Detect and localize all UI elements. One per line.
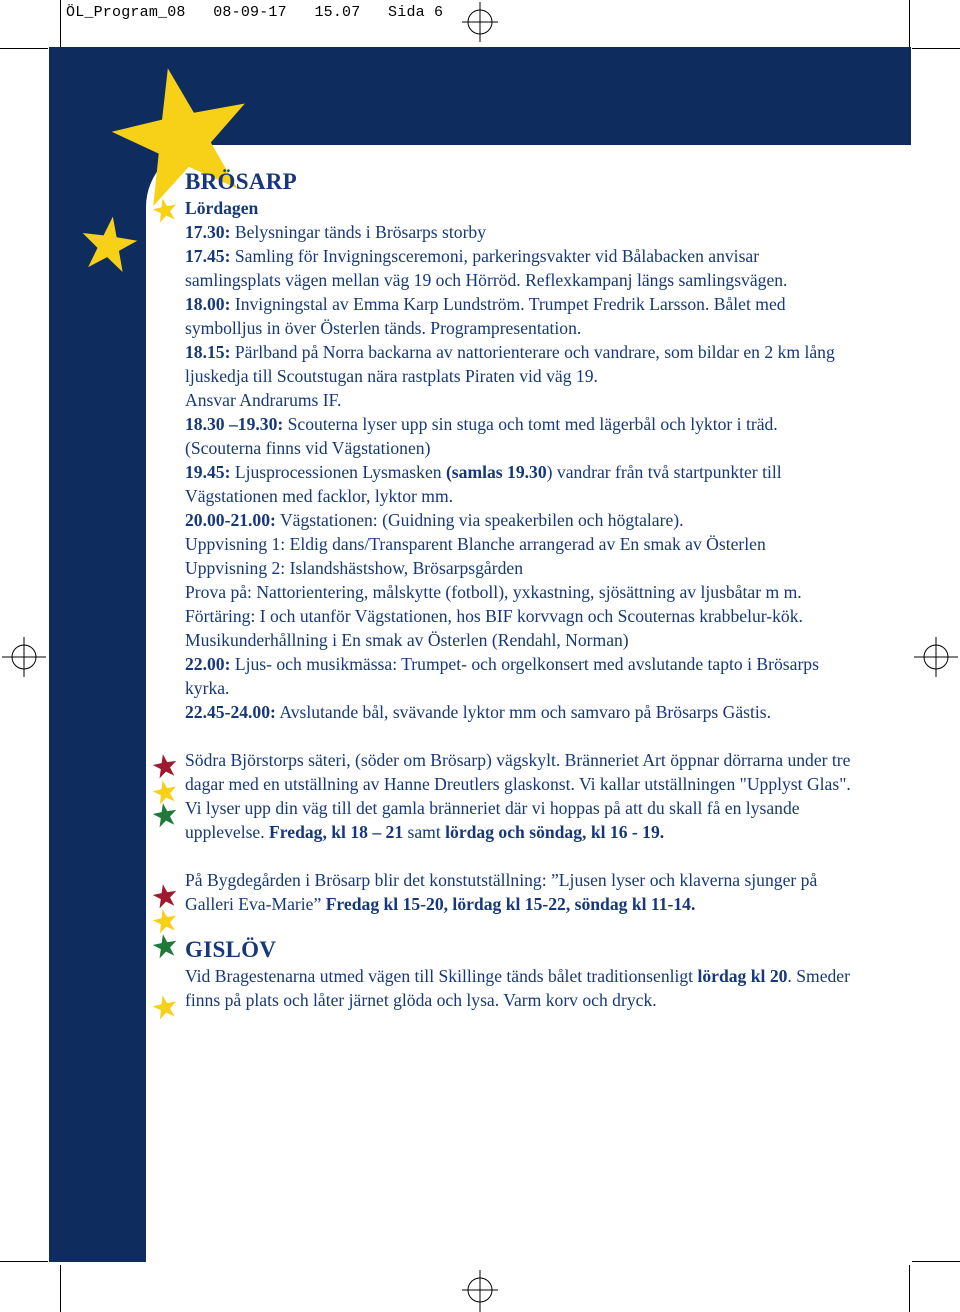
registration-mark-left — [2, 637, 46, 677]
red-star-icon — [152, 883, 178, 909]
program-text — [185, 168, 855, 1012]
registration-mark-bottom — [462, 1270, 498, 1312]
event-bygdegarden: På Bygdegården i Brösarp blir det konstutställning: ”Ljusen lyser och klaverna sjunger på Galleri Eva-Marie” Fredag kl 15-20, lördag kl 15-22, söndag kl 11-14. — [185, 870, 818, 914]
event-gislov: Vid Bragestenarna utmed vägen till Skillinge tänds bålet traditionsenligt lördag kl 20. Smeder finns på plats och låter järnet glöda och lysa. Varm korv och dryck. — [185, 966, 850, 1010]
crop-mark — [912, 1261, 960, 1262]
day-label: Lördagen — [185, 198, 259, 218]
gold-star-icon — [152, 994, 178, 1020]
registration-mark-top — [462, 2, 498, 42]
gold-star-icon — [152, 908, 178, 934]
green-star-icon — [152, 802, 178, 828]
gold-star-icon — [152, 197, 178, 223]
crop-mark — [60, 1265, 61, 1312]
red-star-icon — [152, 753, 178, 779]
program-entry: 20.00-21.00: Vägstationen: (Guidning via speakerbilen och högtalare). — [185, 510, 684, 530]
program-entry: 18.00: Invigningstal av Emma Karp Lundström. Trumpet Fredrik Larsson. Bålet med symbolljus in över Österlen tänds. Programpresentation. — [185, 294, 786, 338]
crop-mark — [912, 48, 960, 49]
program-note: Ansvar Andrarums IF. — [185, 390, 342, 410]
crop-mark — [0, 1261, 48, 1262]
crop-mark — [909, 0, 910, 47]
green-star-icon — [152, 933, 178, 959]
program-note: Uppvisning 2: Islandshästshow, Brösarpsgården — [185, 558, 523, 578]
program-entry: 22.00: Ljus- och musikmässa: Trumpet- och orgelkonsert med avslutande tapto i Brösarps kyrka. — [185, 654, 819, 698]
program-entry: 17.30: Belysningar tänds i Brösarps storby — [185, 222, 487, 242]
small-gold-star-icon — [78, 214, 140, 274]
program-entry: 22.45-24.00: Avslutande bål, svävande lyktor mm och samvaro på Brösarps Gästis. — [185, 702, 772, 722]
section-heading-brosarp: BRÖSARP — [185, 169, 298, 194]
program-note: Förtäring: I och utanför Vägstationen, hos BIF korvvagn och Scouternas krabbelur-kök. Musikunderhållning i En smak av Österlen (Rendahl, Norman) — [185, 606, 803, 650]
program-entry: 18.15: Pärlband på Norra backarna av nattorienterare och vandrare, som bildar en 2 km lång ljuskedja till Scoutstugan nära rastplats Piraten vid väg 19. — [185, 342, 835, 386]
section-heading-gislov: GISLÖV — [185, 937, 277, 962]
program-note: Prova på: Nattorientering, målskytte (fotboll), yxkastning, sjösättning av ljusbåtar m m. — [185, 582, 802, 602]
event-sodra-bjorstorp: Södra Björstorps säteri, (söder om Brösarp) vägskylt. Bränneriet Art öppnar dörrarna under tre dagar med en utställning av Hanne Dreutlers glaskonst. Vi kallar utställningen "Upplyst Glas". Vi lyser upp din väg till det gamla bränneriet där vi hoppas på att du skall få en lysande upplevelse. Fredag, kl 18 – 21 samt lördag och söndag, kl 16 - 19. — [185, 750, 851, 842]
print-slug: ÖL_Program_08 08-09-17 15.07 Sida 6 — [66, 4, 444, 21]
program-entry: 19.45: Ljusprocessionen Lysmasken (samlas 19.30) vandrar från två startpunkter till Vägstationen med facklor, lyktor mm. — [185, 462, 782, 506]
crop-mark — [909, 1265, 910, 1312]
program-entry: 18.30 –19.30: Scouterna lyser upp sin stuga och tomt med lägerbål och lyktor i träd. (Scouterna finns vid Vägstationen) — [185, 414, 778, 458]
crop-mark — [60, 0, 61, 47]
registration-mark-right — [914, 637, 958, 677]
program-entry: 17.45: Samling för Invigningsceremoni, parkeringsvakter vid Bålabacken anvisar samlingsplats vägen mellan väg 19 och Hörröd. Reflexkampanj längs samlingsvägen. — [185, 246, 788, 290]
program-note: Uppvisning 1: Eldig dans/Transparent Blanche arrangerad av En smak av Österlen — [185, 534, 766, 554]
crop-mark — [0, 48, 48, 49]
